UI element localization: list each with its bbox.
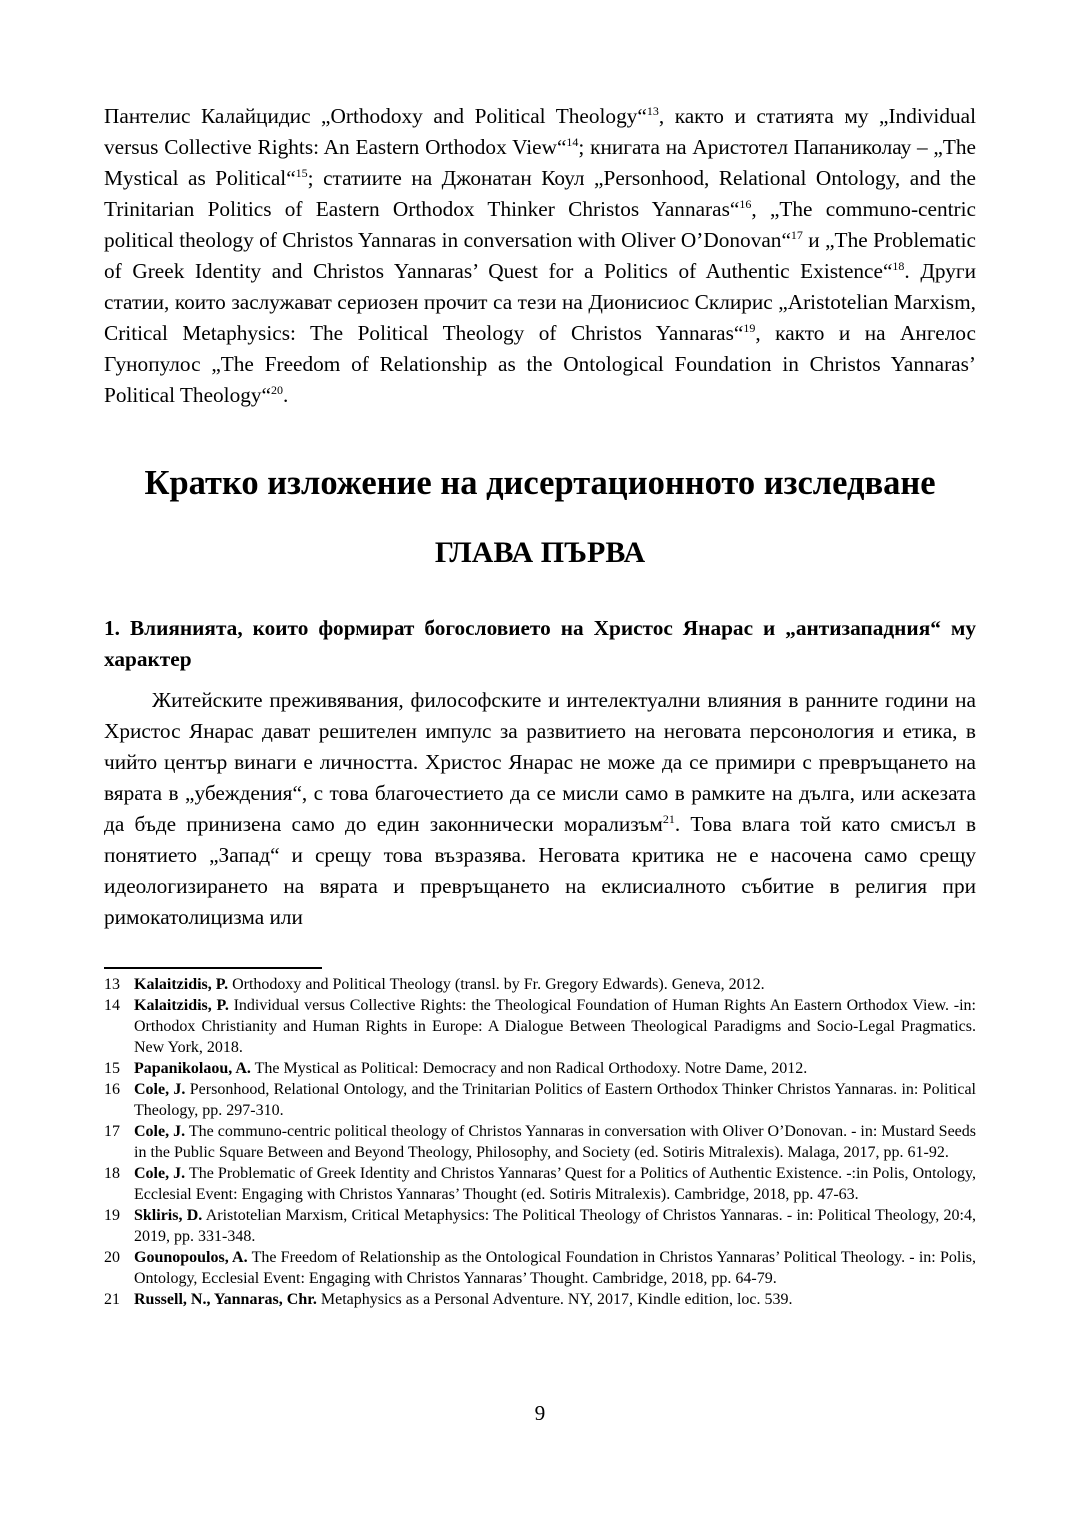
footnote (104, 1058, 976, 1079)
footnote (104, 974, 976, 995)
footnote (104, 1205, 976, 1247)
footnote-number: 19 (104, 1207, 120, 1224)
footnote (104, 1163, 976, 1205)
section-heading: 1. Влиянията, които формират богословието на Христос Янарас и „антизападния“ му характер (104, 616, 976, 671)
footnote (104, 1079, 976, 1121)
footnote-ref: 18 (892, 259, 905, 273)
footnote-ref: 19 (743, 321, 756, 335)
text-segment: Пантелис Калайцидис „Orthodoxy and Political Theology“ (104, 104, 647, 128)
footnote-number: 13 (104, 976, 120, 993)
footnote-text (134, 1058, 976, 1079)
footnote-text (134, 1289, 976, 1310)
footnote-number: 21 (104, 1291, 120, 1308)
footnote-text (134, 995, 976, 1058)
footnote (104, 1247, 976, 1289)
text-segment: , „The communo-centric political theology of Christos Yannaras in conversation with Oliver O’Donovan“ (104, 197, 976, 252)
footnote-author: Russell, N., Yannaras, Chr. (134, 1291, 317, 1308)
footnote-number: 16 (104, 1081, 120, 1098)
footnote-author: Kalaitzidis, P. (134, 997, 229, 1014)
footnote-ref: 14 (566, 135, 579, 149)
footnote-ref: 20 (271, 383, 283, 397)
text-segment: , както и статията му „Individual versus Collective Rights: An Eastern Orthodox View“ (104, 104, 976, 159)
footnote-citation: Aristotelian Marxism, Critical Metaphysics: The Political Theology of Christos Yannaras. - in: Political Theology, 20:4, 2019, pp. 331-348. (134, 1207, 976, 1245)
intro-paragraph (104, 101, 976, 411)
footnote (104, 1289, 976, 1310)
footnote (104, 1121, 976, 1163)
footnote-text (134, 1163, 976, 1205)
text-segment: Житейските преживявания, философските и интелектуални влияния в ранните години на Христос Янарас дават решителен импулс за развитието на неговата персонология и етика, в чийто център винаги е личността. Христос Янарас не може да се примири с превръщането на вярата в „убеждения“, с това благочестието да се мисли само в рамките на дълга, или аскезата да бъде принизена само до един законнически морализъм (104, 688, 976, 836)
footnote-citation: Metaphysics as a Personal Adventure. NY, 2017, Kindle edition, loc. 539. (316, 1291, 793, 1308)
footnote-ref: 16 (739, 197, 752, 211)
footnote-text (134, 1121, 976, 1163)
footnote-citation: The communo-centric political theology of Christos Yannaras in conversation with Oliver O’Donovan. - in: Mustard Seeds in the Public Square Between and Beyond Theology, Philosophy, and Society (ed. Sotiris Mitralexis). Malaga, 2017, pp. 61-92. (134, 1123, 977, 1161)
footnote-citation: Personhood, Relational Ontology, and the Trinitarian Politics of Eastern Orthodox Thinker Christos Yannaras. in: Political Theology, pp. 297-310. (134, 1081, 976, 1119)
footnote-number: 14 (104, 997, 120, 1014)
footnote-text (134, 1205, 976, 1247)
text-segment: , както и на Ангелос Гунопулос „The Freedom of Relationship as the Ontological Foundation in Christos Yannaras’ Political Theology“ (104, 321, 976, 407)
text-segment: . (283, 383, 289, 407)
footnote-citation: The Problematic of Greek Identity and Christos Yannaras’ Quest for a Politics of Authentic Existence. -:in Polis, Ontology, Ecclesial Event: Engaging with Christos Yannaras’ Thought (ed. Sotiris Mitralexis). Cambridge, 2018, pp. 47-63. (134, 1165, 976, 1203)
footnote (104, 995, 976, 1058)
page-number: 9 (534, 1401, 546, 1425)
footnote-text (134, 974, 976, 995)
text-segment: и „The Problematic of Greek Identity and Christos Yannaras’ Quest for a Politics of Authentic Existence“ (104, 228, 976, 283)
footnote-ref: 21 (662, 812, 675, 826)
footnote-text (134, 1079, 976, 1121)
footnote-citation: Orthodoxy and Political Theology (transl. by Fr. Gregory Edwards). Geneva, 2012. (228, 976, 765, 993)
footnote-author: Gounopoulos, A. (134, 1249, 248, 1266)
footnote-author: Papanikolaou, A. (134, 1060, 251, 1077)
chapter-heading: ГЛАВА ПЪРВА (434, 536, 646, 569)
footnote-ref: 15 (295, 166, 308, 180)
footnote-ref: 17 (790, 228, 803, 242)
footnote-text (134, 1247, 976, 1289)
footnote-number: 20 (104, 1249, 120, 1266)
text-segment: . Това влага той като смисъл в понятието „Запад“ и срещу това възразява. Неговата критика не е насочена само срещу идеологизирането на вярата и превръщането на еклисиалното събитие в религия при римокатолицизма или (104, 812, 976, 929)
footnote-citation: Individual versus Collective Rights: the Theological Foundation of Human Rights An Eastern Orthodox View. -in: Orthodox Christianity and Human Rights in Europe: A Dialogue Between Theological Paradigms and Socio-Legal Pragmatics. New York, 2018. (134, 997, 977, 1056)
text-segment: ; статиите на Джонатан Коул „Personhood, Relational Ontology, and the Trinitarian Politics of Eastern Orthodox Thinker Christos Yannaras“ (104, 166, 976, 221)
footnote-author: Cole, J. (134, 1081, 186, 1098)
footnote-citation: The Freedom of Relationship as the Ontological Foundation in Christos Yannaras’ Political Theology. - in: Polis, Ontology, Ecclesial Event: Engaging with Christos Yannaras’ Thought. Cambridge, 2018, pp. 64-79. (134, 1249, 976, 1287)
footnote-citation: The Mystical as Political: Democracy and non Radical Orthodoxy. Notre Dame, 2012. (250, 1060, 808, 1077)
footnote-ref: 13 (646, 104, 659, 118)
footnote-number: 15 (104, 1060, 120, 1077)
footnote-separator (104, 967, 322, 969)
main-heading: Кратко изложение на дисертационното изследване (144, 464, 936, 502)
footnote-number: 18 (104, 1165, 120, 1182)
footnote-author: Skliris, D. (134, 1207, 203, 1224)
footnote-author: Cole, J. (134, 1123, 186, 1140)
footnotes (104, 974, 976, 1310)
footnote-author: Cole, J. (134, 1165, 186, 1182)
body-paragraph (104, 685, 976, 933)
text-segment: . Други статии, които заслужават сериозен прочит са тези на Дионисиос Склирис „Aristotelian Marxism, Critical Metaphysics: The Political Theology of Christos Yannaras“ (104, 259, 977, 345)
footnote-number: 17 (104, 1123, 120, 1140)
footnote-author: Kalaitzidis, P. (134, 976, 229, 993)
text-segment: ; книгата на Аристотел Папаниколау – „The Mystical as Political“ (104, 135, 976, 190)
